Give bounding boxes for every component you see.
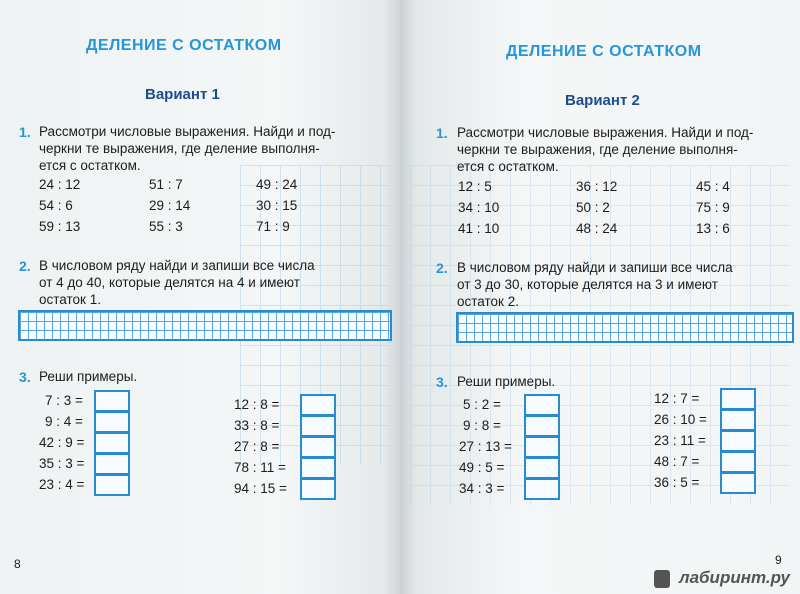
answer-box[interactable] bbox=[94, 474, 130, 496]
expression: 48 : 24 bbox=[576, 221, 618, 236]
answer-box[interactable] bbox=[524, 394, 560, 416]
task-3-label: Реши примеры. bbox=[457, 374, 556, 389]
task-2-number: 2. bbox=[19, 258, 31, 274]
answer-box[interactable] bbox=[720, 388, 756, 410]
task-2-text: В числовом ряду найди и запиши все числа от 4 до 40, которые делятся на 4 и имеют остаток 1. bbox=[39, 258, 315, 307]
page-title: ДЕЛЕНИЕ С ОСТАТКОМ bbox=[86, 37, 282, 54]
example: 23 : 11 = bbox=[654, 433, 706, 448]
answer-box[interactable] bbox=[94, 411, 130, 433]
task-1-number: 1. bbox=[436, 125, 448, 141]
expression: 30 : 15 bbox=[256, 198, 298, 213]
answer-box[interactable] bbox=[300, 436, 336, 458]
answer-box[interactable] bbox=[94, 432, 130, 454]
example: 5 : 2 = bbox=[463, 397, 501, 412]
variant-label: Вариант 2 bbox=[565, 92, 640, 109]
page-number: 8 bbox=[14, 557, 21, 571]
labirint-logo-icon bbox=[654, 570, 670, 588]
answer-box[interactable] bbox=[524, 457, 560, 479]
answer-box[interactable] bbox=[300, 478, 336, 500]
example: 49 : 5 = bbox=[459, 460, 505, 475]
example: 48 : 7 = bbox=[654, 454, 700, 469]
watermark: лабиринт.ру bbox=[679, 568, 790, 587]
page-number: 9 bbox=[775, 553, 782, 567]
expression: 75 : 9 bbox=[696, 200, 730, 215]
example: 94 : 15 = bbox=[234, 481, 287, 496]
answer-box[interactable] bbox=[524, 478, 560, 500]
task-1-number: 1. bbox=[19, 124, 31, 140]
variant-label: Вариант 1 bbox=[145, 86, 220, 103]
expression: 71 : 9 bbox=[256, 219, 290, 234]
example: 36 : 5 = bbox=[654, 475, 700, 490]
expression: 13 : 6 bbox=[696, 221, 730, 236]
expression: 41 : 10 bbox=[458, 221, 500, 236]
task-3-number: 3. bbox=[19, 369, 31, 385]
example: 78 : 11 = bbox=[234, 460, 286, 475]
expression: 36 : 12 bbox=[576, 179, 618, 194]
expression: 45 : 4 bbox=[696, 179, 730, 194]
right-page bbox=[400, 0, 800, 594]
expression: 29 : 14 bbox=[149, 198, 191, 213]
task-3-number: 3. bbox=[436, 374, 448, 390]
example: 12 : 8 = bbox=[234, 397, 280, 412]
answer-box[interactable] bbox=[300, 457, 336, 479]
task-3-label: Реши примеры. bbox=[39, 369, 138, 384]
answer-box[interactable] bbox=[720, 451, 756, 473]
answer-box[interactable] bbox=[524, 436, 560, 458]
expression: 34 : 10 bbox=[458, 200, 500, 215]
example: 27 : 13 = bbox=[459, 439, 512, 454]
example: 34 : 3 = bbox=[459, 481, 505, 496]
expression: 24 : 12 bbox=[39, 177, 81, 192]
answer-box[interactable] bbox=[720, 472, 756, 494]
expression: 12 : 5 bbox=[458, 179, 492, 194]
expression: 55 : 3 bbox=[149, 219, 183, 234]
answer-grid-strip[interactable] bbox=[456, 312, 794, 343]
expression: 54 : 6 bbox=[39, 198, 73, 213]
expression: 51 : 7 bbox=[149, 177, 183, 192]
answer-box[interactable] bbox=[300, 394, 336, 416]
task-2-number: 2. bbox=[436, 260, 448, 276]
answer-box[interactable] bbox=[720, 409, 756, 431]
expression: 59 : 13 bbox=[39, 219, 81, 234]
expression: 50 : 2 bbox=[576, 200, 610, 215]
task-1-text: Рассмотри числовые выражения. Найди и под- черкни те выражения, где деление выполня- ется с остатком. bbox=[457, 125, 754, 174]
example: 23 : 4 = bbox=[39, 477, 85, 492]
example: 26 : 10 = bbox=[654, 412, 707, 427]
answer-box[interactable] bbox=[94, 390, 130, 412]
expression: 49 : 24 bbox=[256, 177, 298, 192]
example: 12 : 7 = bbox=[654, 391, 700, 406]
example: 9 : 8 = bbox=[463, 418, 501, 433]
task-1-text: Рассмотри числовые выражения. Найди и под- черкни те выражения, где деление выполня- ется с остатком. bbox=[39, 124, 336, 173]
example: 35 : 3 = bbox=[39, 456, 85, 471]
page-title: ДЕЛЕНИЕ С ОСТАТКОМ bbox=[506, 43, 702, 60]
example: 7 : 3 = bbox=[45, 393, 83, 408]
answer-box[interactable] bbox=[524, 415, 560, 437]
task-2-text: В числовом ряду найди и запиши все числа от 3 до 30, которые делятся на 3 и имеют остаток 2. bbox=[457, 260, 733, 309]
answer-box[interactable] bbox=[720, 430, 756, 452]
answer-box[interactable] bbox=[300, 415, 336, 437]
example: 9 : 4 = bbox=[45, 414, 83, 429]
example: 27 : 8 = bbox=[234, 439, 280, 454]
example: 42 : 9 = bbox=[39, 435, 85, 450]
answer-grid-strip[interactable] bbox=[18, 310, 392, 341]
example: 33 : 8 = bbox=[234, 418, 280, 433]
answer-box[interactable] bbox=[94, 453, 130, 475]
